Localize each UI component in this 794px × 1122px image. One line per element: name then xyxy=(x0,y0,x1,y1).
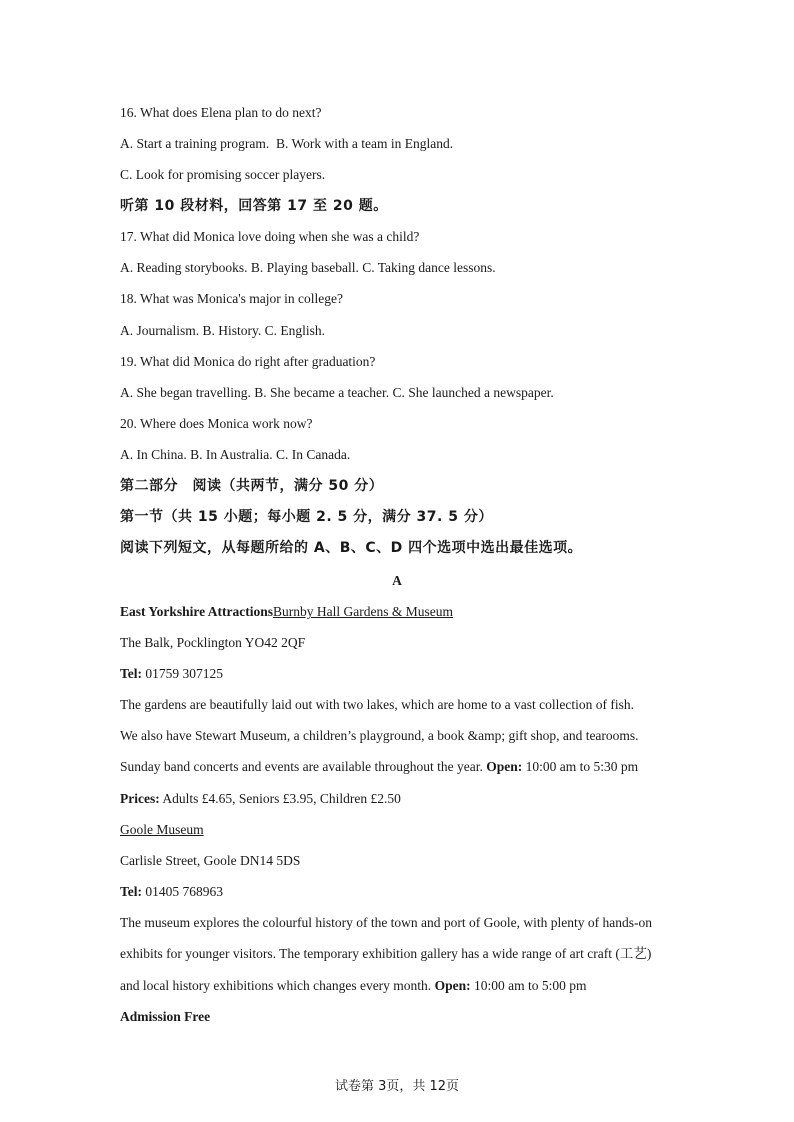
passage-title: East Yorkshire Attractions xyxy=(120,604,273,619)
q19-options: A. She began travelling. B. She became a teacher. C. She launched a newspaper. xyxy=(120,385,554,400)
q16-options-ab xyxy=(120,135,453,153)
q16-question: 16. What does Elena plan to do next? xyxy=(120,105,322,120)
attraction1-prices xyxy=(120,790,401,808)
attraction2-link[interactable]: Goole Museum xyxy=(120,822,204,837)
attraction1-tel xyxy=(120,665,223,683)
attraction2-open-hours: 10:00 am to 5:00 pm xyxy=(470,978,587,993)
instructions: 阅读下列短文，从每题所给的 A、B、C、D 四个选项中选出最佳选项。 xyxy=(120,540,583,556)
q16-option-c: C. Look for promising soccer players. xyxy=(120,167,326,182)
attraction1-tel-label: Tel: xyxy=(120,666,143,681)
attraction1-tel-number: 01759 307125 xyxy=(142,666,224,681)
q17-question: 17. What did Monica love doing when she was a child? xyxy=(120,229,420,244)
attraction2-tel-label: Tel: xyxy=(120,884,143,899)
part2-heading: 第二部分 阅读（共两节，满分 50 分） xyxy=(120,478,384,494)
attraction1-desc-2: We also have Stewart Museum, a children’s playground, a book &amp; gift shop, and tearooms. xyxy=(120,728,639,743)
attraction1-link[interactable]: Burnby Hall Gardens & Museum xyxy=(273,604,453,619)
attraction2-desc-1: The museum explores the colourful history of the town and port of Goole, with plenty of hands-on xyxy=(120,915,653,930)
q17-options: A. Reading storybooks. B. Playing baseball. C. Taking dance lessons. xyxy=(120,260,496,275)
attraction2-address: Carlisle Street, Goole DN14 5DS xyxy=(120,853,301,868)
attraction1-desc-1: The gardens are beautifully laid out with two lakes, which are home to a vast collection of fish. xyxy=(120,697,634,712)
q18-options: A. Journalism. B. History. C. English. xyxy=(120,323,326,338)
passage-letter: A xyxy=(392,573,402,588)
attraction2-open-label: Open: xyxy=(434,978,471,993)
attraction2-desc-2: exhibits for younger visitors. The temporary exhibition gallery has a wide range of art craft (工艺) xyxy=(120,946,652,961)
attraction2-tel-number: 01405 768963 xyxy=(142,884,224,899)
attraction1-prices-label: Prices: xyxy=(120,791,160,806)
attraction1-prices-values: Adults £4.65, Seniors £3.95, Children £2.50 xyxy=(159,791,401,806)
q20-options: A. In China. B. In Australia. C. In Canada. xyxy=(120,447,351,462)
attraction1-open-label: Open: xyxy=(486,759,523,774)
q16-option-a: A. Start a training program. xyxy=(120,136,270,151)
q18-question: 18. What was Monica's major in college? xyxy=(120,291,343,306)
attraction2-desc-3 xyxy=(120,977,586,995)
passage-title-line xyxy=(120,603,453,621)
attraction2-admission: Admission Free xyxy=(120,1009,211,1024)
attraction1-address: The Balk, Pocklington YO42 2QF xyxy=(120,635,306,650)
attraction2-desc-3-text: and local history exhibitions which changes every month. xyxy=(120,978,435,993)
q20-question: 20. Where does Monica work now? xyxy=(120,416,313,431)
attraction1-desc-3-text: Sunday band concerts and events are available throughout the year. xyxy=(120,759,487,774)
attraction1-open-hours: 10:00 am to 5:30 pm xyxy=(522,759,639,774)
section1-heading: 第一节（共 15 小题；每小题 2. 5 分，满分 37. 5 分） xyxy=(120,509,493,525)
section10-heading: 听第 10 段材料，回答第 17 至 20 题。 xyxy=(120,198,388,214)
page-footer: 试卷第 3页，共 12页 xyxy=(334,1079,460,1094)
q16-option-b: B. Work with a team in England. xyxy=(275,136,454,151)
q19-question: 19. What did Monica do right after graduation? xyxy=(120,354,376,369)
attraction2-tel xyxy=(120,883,223,901)
attraction1-desc-3 xyxy=(120,758,638,776)
